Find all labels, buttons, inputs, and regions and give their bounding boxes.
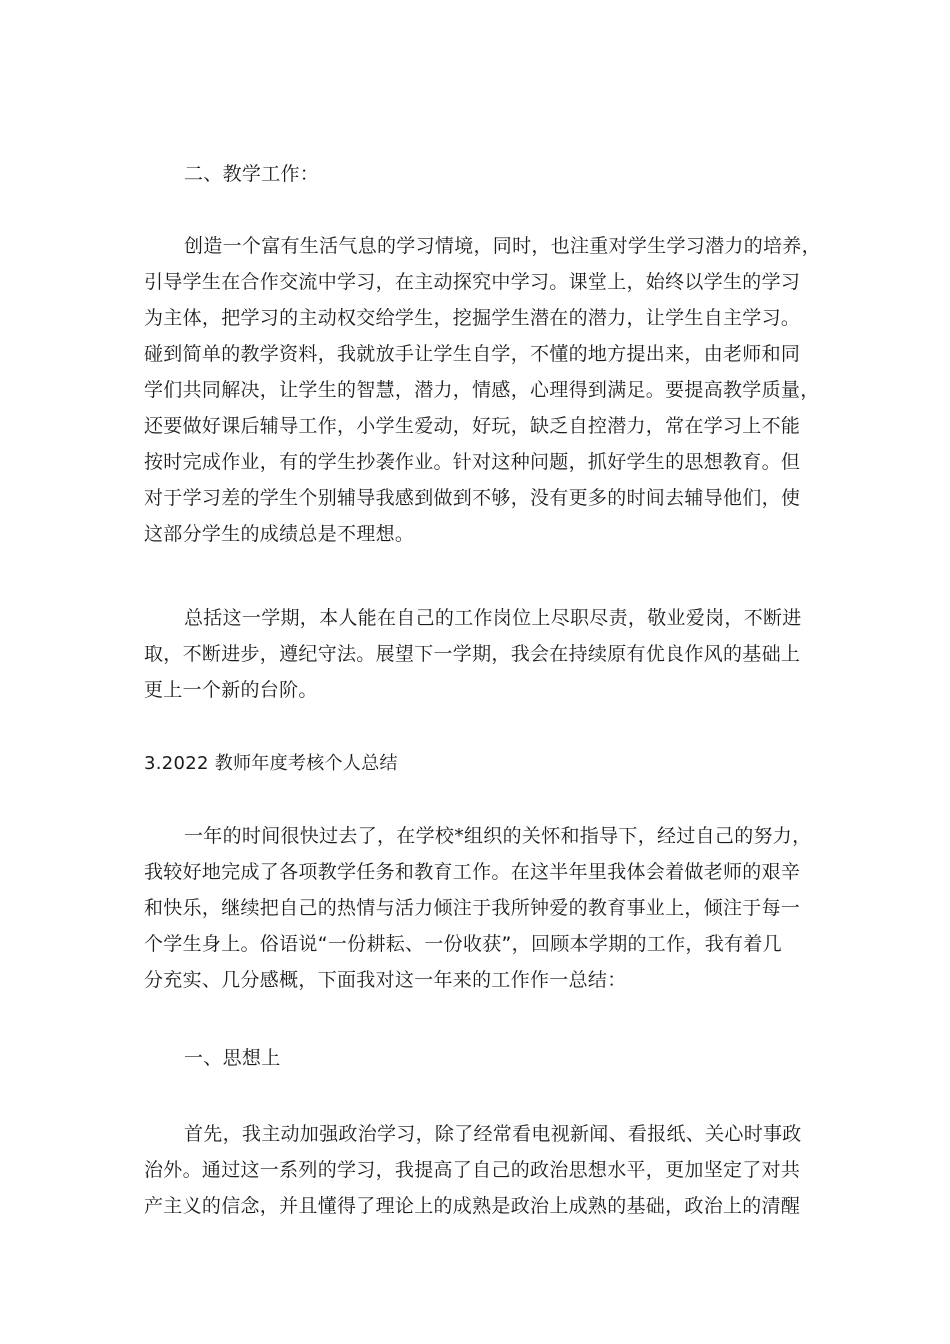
- paragraph-line: 按时完成作业，有的学生抄袭作业。针对这种问题，抓好学生的思想教育。但: [144, 451, 801, 473]
- paragraph-line: 创造一个富有生活气息的学习情境，同时，也注重对学生学习潜力的培养，: [184, 235, 821, 257]
- section-heading-teaching-text: 二、教学工作：: [184, 163, 320, 185]
- paragraph-line: 对于学习差的学生个别辅导我感到做到不够，没有更多的时间去辅导他们，使: [144, 487, 801, 509]
- paragraph-line: 这部分学生的成绩总是不理想。: [144, 523, 415, 545]
- section-heading-teaching: [144, 156, 824, 192]
- paragraph-line: 引导学生在合作交流中学习，在主动探究中学习。课堂上，始终以学生的学习: [144, 271, 801, 293]
- paragraph-line: 个学生身上。俗语说“一份耕耘、一份收获”，回顾本学期的工作，我有着几: [144, 933, 782, 955]
- paragraph-line: 一年的时间很快过去了，在学校*组织的关怀和指导下，经过自己的努力，: [184, 825, 812, 847]
- paragraph-teaching: [144, 228, 824, 552]
- section-heading-thought: [144, 1040, 824, 1076]
- paragraph-line: 为主体，把学习的主动权交给学生，挖掘学生潜在的潜力，让学生自主学习。: [144, 307, 801, 329]
- article-title-text: 3.2022 教师年度考核个人总结: [144, 753, 398, 774]
- paragraph-line: 我较好地完成了各项教学任务和教育工作。在这半年里我体会着做老师的艰辛: [144, 861, 801, 883]
- paragraph-line: 更上一个新的台阶。: [144, 679, 318, 701]
- paragraph-line: 产主义的信念，并且懂得了理论上的成熟是政治上成熟的基础，政治上的清醒: [144, 1195, 801, 1217]
- paragraph-line: 取，不断进步，遵纪守法。展望下一学期，我会在持续原有优良作风的基础上: [144, 643, 801, 665]
- paragraph-intro: [144, 818, 824, 998]
- paragraph-line: 治外。通过这一系列的学习，我提高了自己的政治思想水平，更加坚定了对共: [144, 1159, 801, 1181]
- paragraph-summary: [144, 600, 824, 708]
- paragraph-line: 碰到简单的教学资料，我就放手让学生自学，不懂的地方提出来，由老师和同: [144, 343, 801, 365]
- paragraph-thought: [144, 1116, 824, 1224]
- paragraph-line: 和快乐，继续把自己的热情与活力倾注于我所钟爱的教育事业上，倾注于每一: [144, 897, 801, 919]
- section-heading-thought-text: 一、思想上: [184, 1047, 281, 1069]
- article-title: [144, 746, 824, 782]
- paragraph-line: 首先，我主动加强政治学习，除了经常看电视新闻、看报纸、关心时事政: [184, 1123, 802, 1145]
- paragraph-line: 分充实、几分感概，下面我对这一年来的工作作一总结：: [144, 969, 627, 991]
- paragraph-line: 还要做好课后辅导工作，小学生爱动，好玩，缺乏自控潜力，常在学习上不能: [144, 415, 801, 437]
- paragraph-line: 总括这一学期，本人能在自己的工作岗位上尽职尽责，敬业爱岗，不断进: [184, 607, 802, 629]
- paragraph-line: 学们共同解决，让学生的智慧，潜力，情感，心理得到满足。要提高教学质量，: [144, 379, 820, 401]
